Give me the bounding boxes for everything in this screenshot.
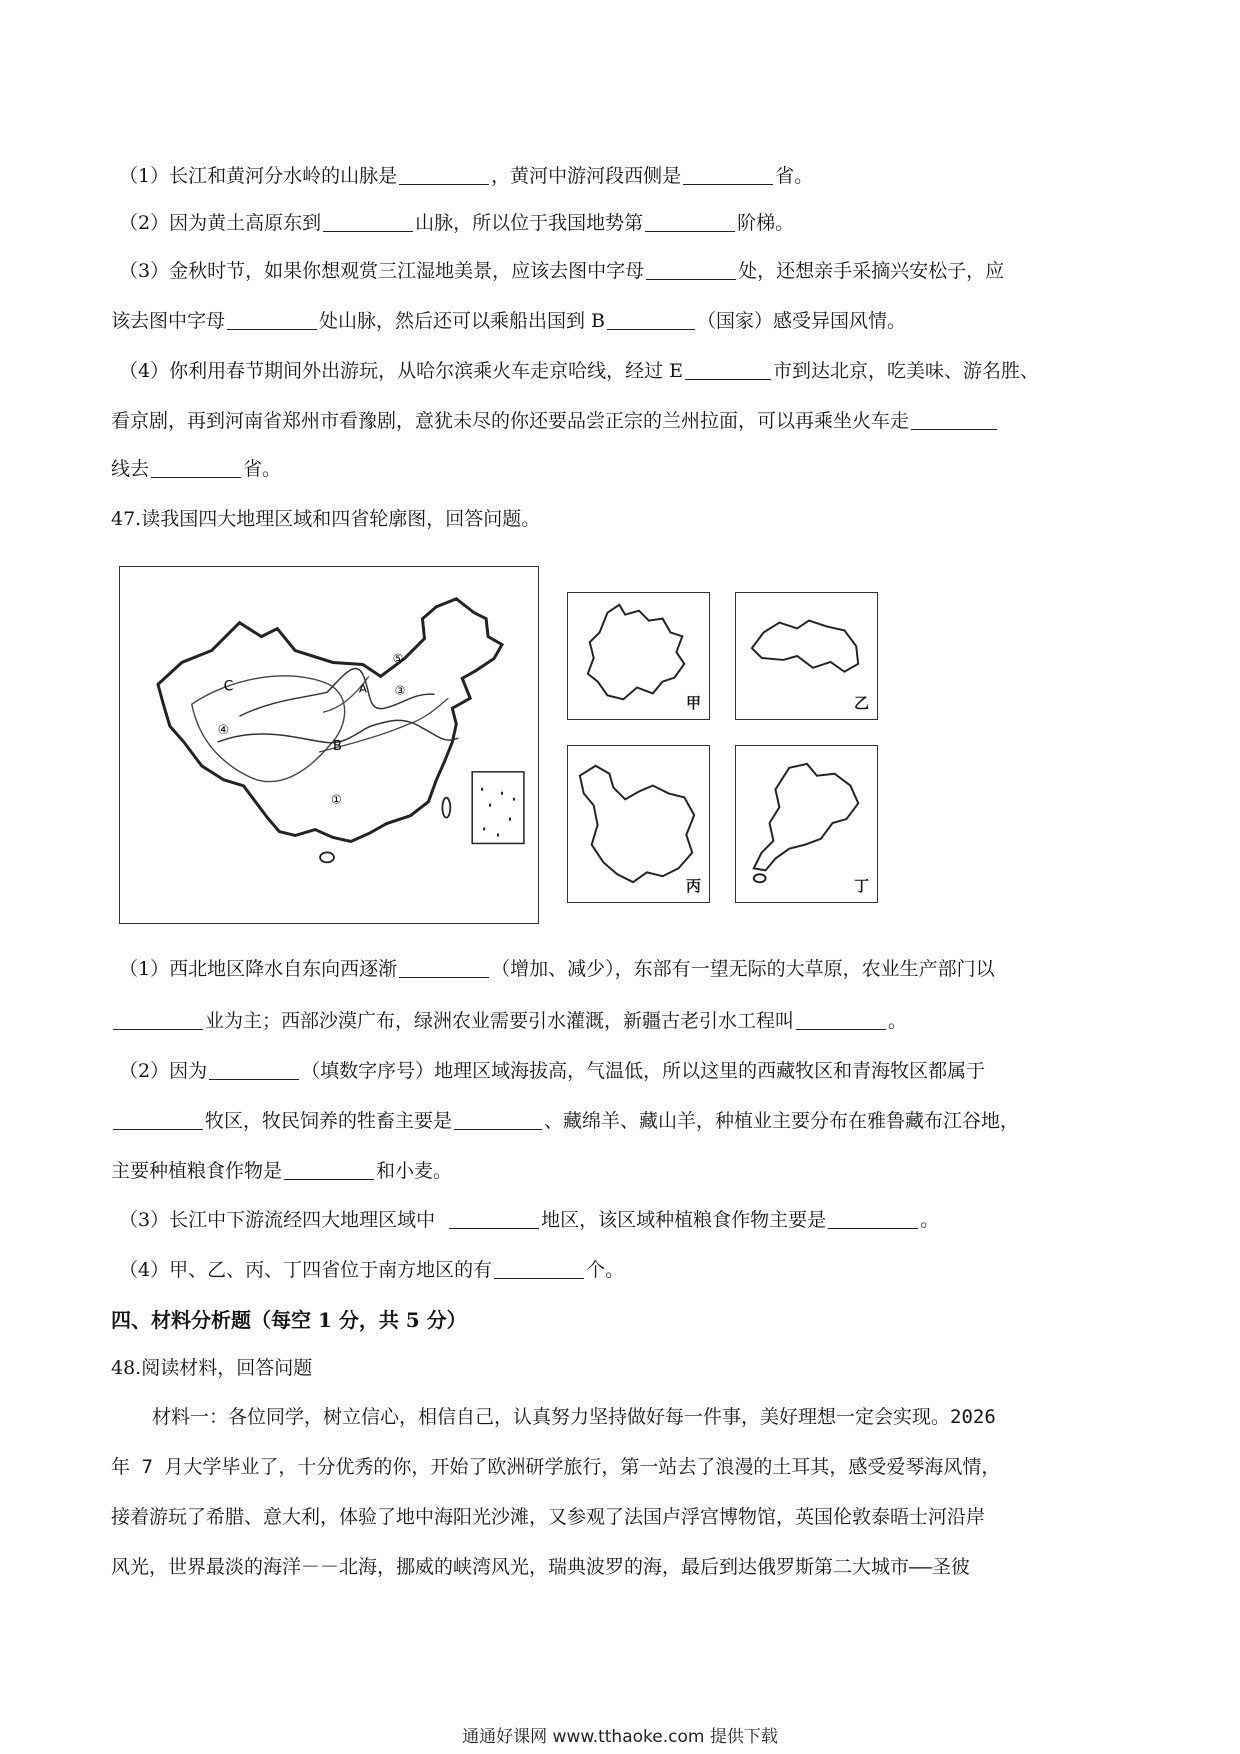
- text: （3）长江中下游流经四大地理区域中: [119, 1209, 436, 1231]
- text: （4）你利用春节期间外出游玩，从哈尔滨乘火车走京哈线，经过 E: [119, 360, 683, 382]
- text: （国家）感受异国风情。: [697, 310, 907, 332]
- q47-part2: [119, 1058, 1240, 1084]
- text: 该去图中字母: [111, 310, 226, 332]
- label-a: A: [358, 681, 367, 696]
- label-region-4: ④: [217, 723, 230, 739]
- answer-blank[interactable]: [227, 310, 317, 330]
- material-line-4: 风光，世界最淡的海洋－－北海，挪威的峡湾风光，瑞典波罗的海，最后到达俄罗斯第二大城市——圣彼: [111, 1556, 970, 1578]
- text: 主要种植粮食作物是: [111, 1160, 283, 1182]
- text: （4）甲、乙、丙、丁四省位于南方地区的有: [119, 1259, 493, 1281]
- q47-part2-end: [111, 1158, 1240, 1184]
- province-jia-outline: [567, 592, 710, 720]
- text: 线去: [111, 458, 150, 480]
- text: （增加、减少），东部有一望无际的大草原，农业生产部门以: [491, 958, 995, 980]
- q46-part4: [119, 358, 1240, 384]
- q47-part4: [119, 1257, 1240, 1283]
- answer-blank[interactable]: [685, 360, 771, 380]
- q46-part1: [119, 163, 1240, 189]
- text: （1）西北地区降水自东向西逐渐: [119, 958, 398, 980]
- text: ，黄河中游河段西侧是: [491, 165, 682, 187]
- label-b: B: [332, 738, 342, 754]
- text: 省。: [243, 458, 282, 480]
- q46-part3-cont: [111, 308, 1240, 334]
- answer-blank[interactable]: [607, 310, 695, 330]
- answer-blank[interactable]: [494, 1259, 584, 1279]
- text: 处，还想亲手采摘兴安松子，应: [738, 260, 1005, 282]
- answer-blank[interactable]: [645, 212, 735, 232]
- province-ding-outline: [735, 745, 878, 903]
- answer-blank[interactable]: [796, 1010, 886, 1030]
- label-region-3: ③: [394, 683, 406, 698]
- south-china-sea-inset: [472, 772, 524, 844]
- q46-part2: [119, 210, 1240, 236]
- text: （3）金秋时节，如果你想观赏三江湿地美景，应该去图中字母: [119, 260, 645, 282]
- province-label-yi: 乙: [853, 694, 869, 712]
- label-region-1: ①: [330, 792, 342, 807]
- answer-blank[interactable]: [449, 1209, 539, 1229]
- qinghai-tibet-boundary: [192, 676, 345, 782]
- province-label-ding: 丁: [853, 877, 869, 895]
- label-region-5: ⑤: [392, 651, 404, 666]
- text: 处山脉，然后还可以乘船出国到 B: [319, 310, 606, 332]
- text: 看京剧，再到河南省郑州市看豫剧，意犹未尽的你还要品尝正宗的兰州拉面，可以再乘坐火车走: [111, 410, 910, 432]
- hainan-island: [320, 852, 334, 862]
- answer-blank[interactable]: [399, 958, 489, 978]
- material-line-1: 材料一：各位同学，树立信心，相信自己，认真努力坚持做好每一件事，美好理想一定会实现。2026: [152, 1406, 996, 1428]
- answer-blank[interactable]: [683, 165, 773, 185]
- material-line-3: 接着游玩了希腊、意大利，体验了地中海阳光沙滩，又参观了法国卢浮宫博物馆，英国伦敦泰晤士河沿岸: [111, 1506, 986, 1528]
- material-line-2: 年 7 月大学毕业了，十分优秀的你，开始了欧洲研学旅行，第一站去了浪漫的土耳其，感受爱琴海风情，: [111, 1456, 1001, 1478]
- page-footer: 通通好课网 www.tthaoke.com 提供下载: [462, 1727, 778, 1747]
- text: 。: [888, 1010, 908, 1032]
- text: 市到达北京，吃美味、游名胜、: [773, 360, 1040, 382]
- answer-blank[interactable]: [646, 260, 736, 280]
- text: 阶梯。: [737, 212, 795, 234]
- q46-part4-end: [111, 456, 1240, 482]
- answer-blank[interactable]: [828, 1209, 918, 1229]
- text: 、藏绵羊、藏山羊，种植业主要分布在雅鲁藏布江谷地，: [544, 1110, 1020, 1132]
- answer-blank[interactable]: [113, 1110, 203, 1130]
- china-regions-map: [119, 566, 539, 924]
- province-yi-outline: [735, 592, 878, 720]
- q46-part3: [119, 258, 1240, 284]
- text: 地区，该区域种植粮食作物主要是: [541, 1209, 827, 1231]
- text: （填数字序号）地理区域海拔高，气温低，所以这里的西藏牧区和青海牧区都属于: [301, 1060, 986, 1082]
- q47-part2-cont: [111, 1108, 1240, 1134]
- province-label-jia: 甲: [685, 694, 701, 712]
- text: （2）因为: [119, 1060, 208, 1082]
- text: 牧区，牧民饲养的牲畜主要是: [205, 1110, 453, 1132]
- answer-blank[interactable]: [284, 1160, 374, 1180]
- q47-part3: [119, 1207, 1240, 1233]
- label-c: C: [223, 678, 234, 695]
- q46-part4-cont: [111, 408, 1240, 434]
- china-map-drawing: [120, 567, 538, 923]
- q47-part1-cont: [111, 1008, 1240, 1034]
- answer-blank[interactable]: [454, 1110, 542, 1130]
- q47-title: 47.读我国四大地理区域和四省轮廓图，回答问题。: [111, 508, 541, 530]
- taiwan-island: [442, 798, 450, 818]
- province-label-bing: 丙: [685, 877, 701, 895]
- answer-blank[interactable]: [209, 1060, 299, 1080]
- answer-blank[interactable]: [113, 1010, 203, 1030]
- text: 和小麦。: [376, 1160, 453, 1182]
- text: 业为主；西部沙漠广布，绿洲农业需要引水灌溉，新疆古老引水工程叫: [205, 1010, 795, 1032]
- text: 个。: [586, 1259, 625, 1281]
- q48-title: 48.阅读材料，回答问题: [111, 1357, 313, 1379]
- q47-part1: [119, 956, 1240, 982]
- answer-blank[interactable]: [911, 410, 997, 430]
- text: （2）因为黄土高原东到: [119, 212, 322, 234]
- text: 山脉，所以位于我国地势第: [415, 212, 644, 234]
- answer-blank[interactable]: [399, 165, 489, 185]
- province-bing-outline: [567, 745, 710, 903]
- answer-blank[interactable]: [323, 212, 413, 232]
- section4-heading: 四、材料分析题（每空 1 分，共 5 分）: [111, 1308, 467, 1332]
- answer-blank[interactable]: [151, 458, 241, 478]
- text: 省。: [775, 165, 814, 187]
- text: （1）长江和黄河分水岭的山脉是: [119, 165, 398, 187]
- text: 。: [920, 1209, 940, 1231]
